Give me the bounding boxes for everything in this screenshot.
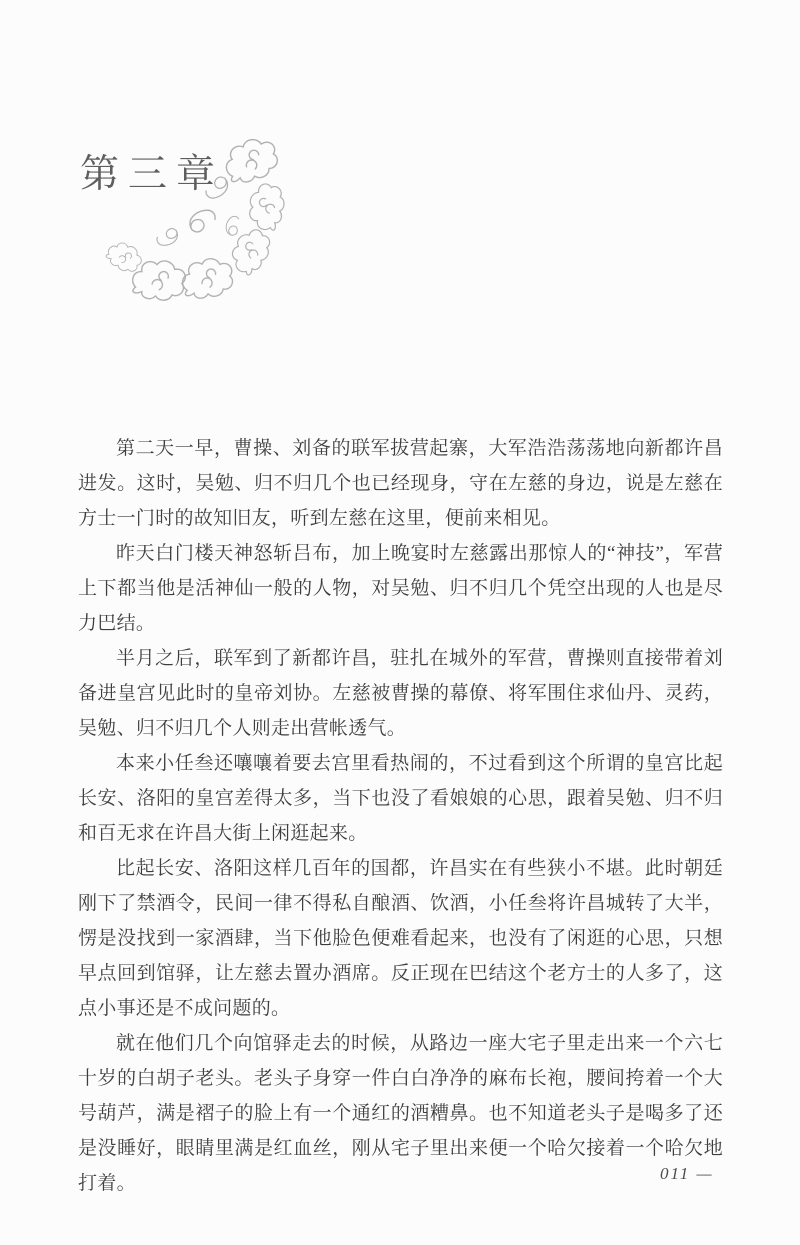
- paragraph: 昨天白门楼天神怒斩吕布，加上晚宴时左慈露出那惊人的“神技”，军营上下都当他是活神仙一般的人物，对吴勉、归不归几个凭空出现的人也是尽力巴结。: [78, 543, 723, 634]
- chapter-title: 第三章: [80, 153, 225, 196]
- paragraph: 就在他们几个向馆驿走去的时候，从路边一座大宅子里走出来一个六七十岁的白胡子老头。老头子身穿一件白白净净的麻布长袍，腰间挎着一个大号葫芦，满是褶子的脸上有一个通红的酒糟鼻。也不知道老头子是喝多了还是没睡好，眼睛里满是红血丝，刚从宅子里出来便一个哈欠接着一个哈欠地打着。: [78, 1033, 723, 1194]
- paragraph: 第二天一早，曹操、刘备的联军拔营起寨，大军浩浩荡荡地向新都许昌进发。这时，吴勉、归不归几个也已经现身，守在左慈的身边，说是左慈在方士一门时的故知旧友，听到左慈在这里，便前来相见。: [78, 438, 723, 529]
- paragraph: 本来小任叁还嚷嚷着要去宫里看热闹的，不过看到这个所谓的皇宫比起长安、洛阳的皇宫差得太多，当下也没了看娘娘的心思，跟着吴勉、归不归和百无求在许昌大街上闲逛起来。: [78, 753, 723, 844]
- body-text: [78, 431, 723, 1201]
- paragraph: 半月之后，联军到了新都许昌，驻扎在城外的军营，曹操则直接带着刘备进皇宫见此时的皇帝刘协。左慈被曹操的幕僚、将军围住求仙丹、灵药，吴勉、归不归几个人则走出营帐透气。: [78, 648, 723, 739]
- cloud-scroll-ornament-icon: [96, 132, 301, 312]
- page-number: 011 —: [660, 1164, 714, 1183]
- paragraph: 比起长安、洛阳这样几百年的国都，许昌实在有些狭小不堪。此时朝廷刚下了禁酒令，民间一律不得私自酿酒、饮酒，小任叁将许昌城转了大半，愣是没找到一家酒肆，当下他脸色便难看起来，也没有了闲逛的心思，只想早点回到馆驿，让左慈去置办酒席。反正现在巴结这个老方士的人多了，这点小事还是不成问题的。: [78, 858, 723, 1019]
